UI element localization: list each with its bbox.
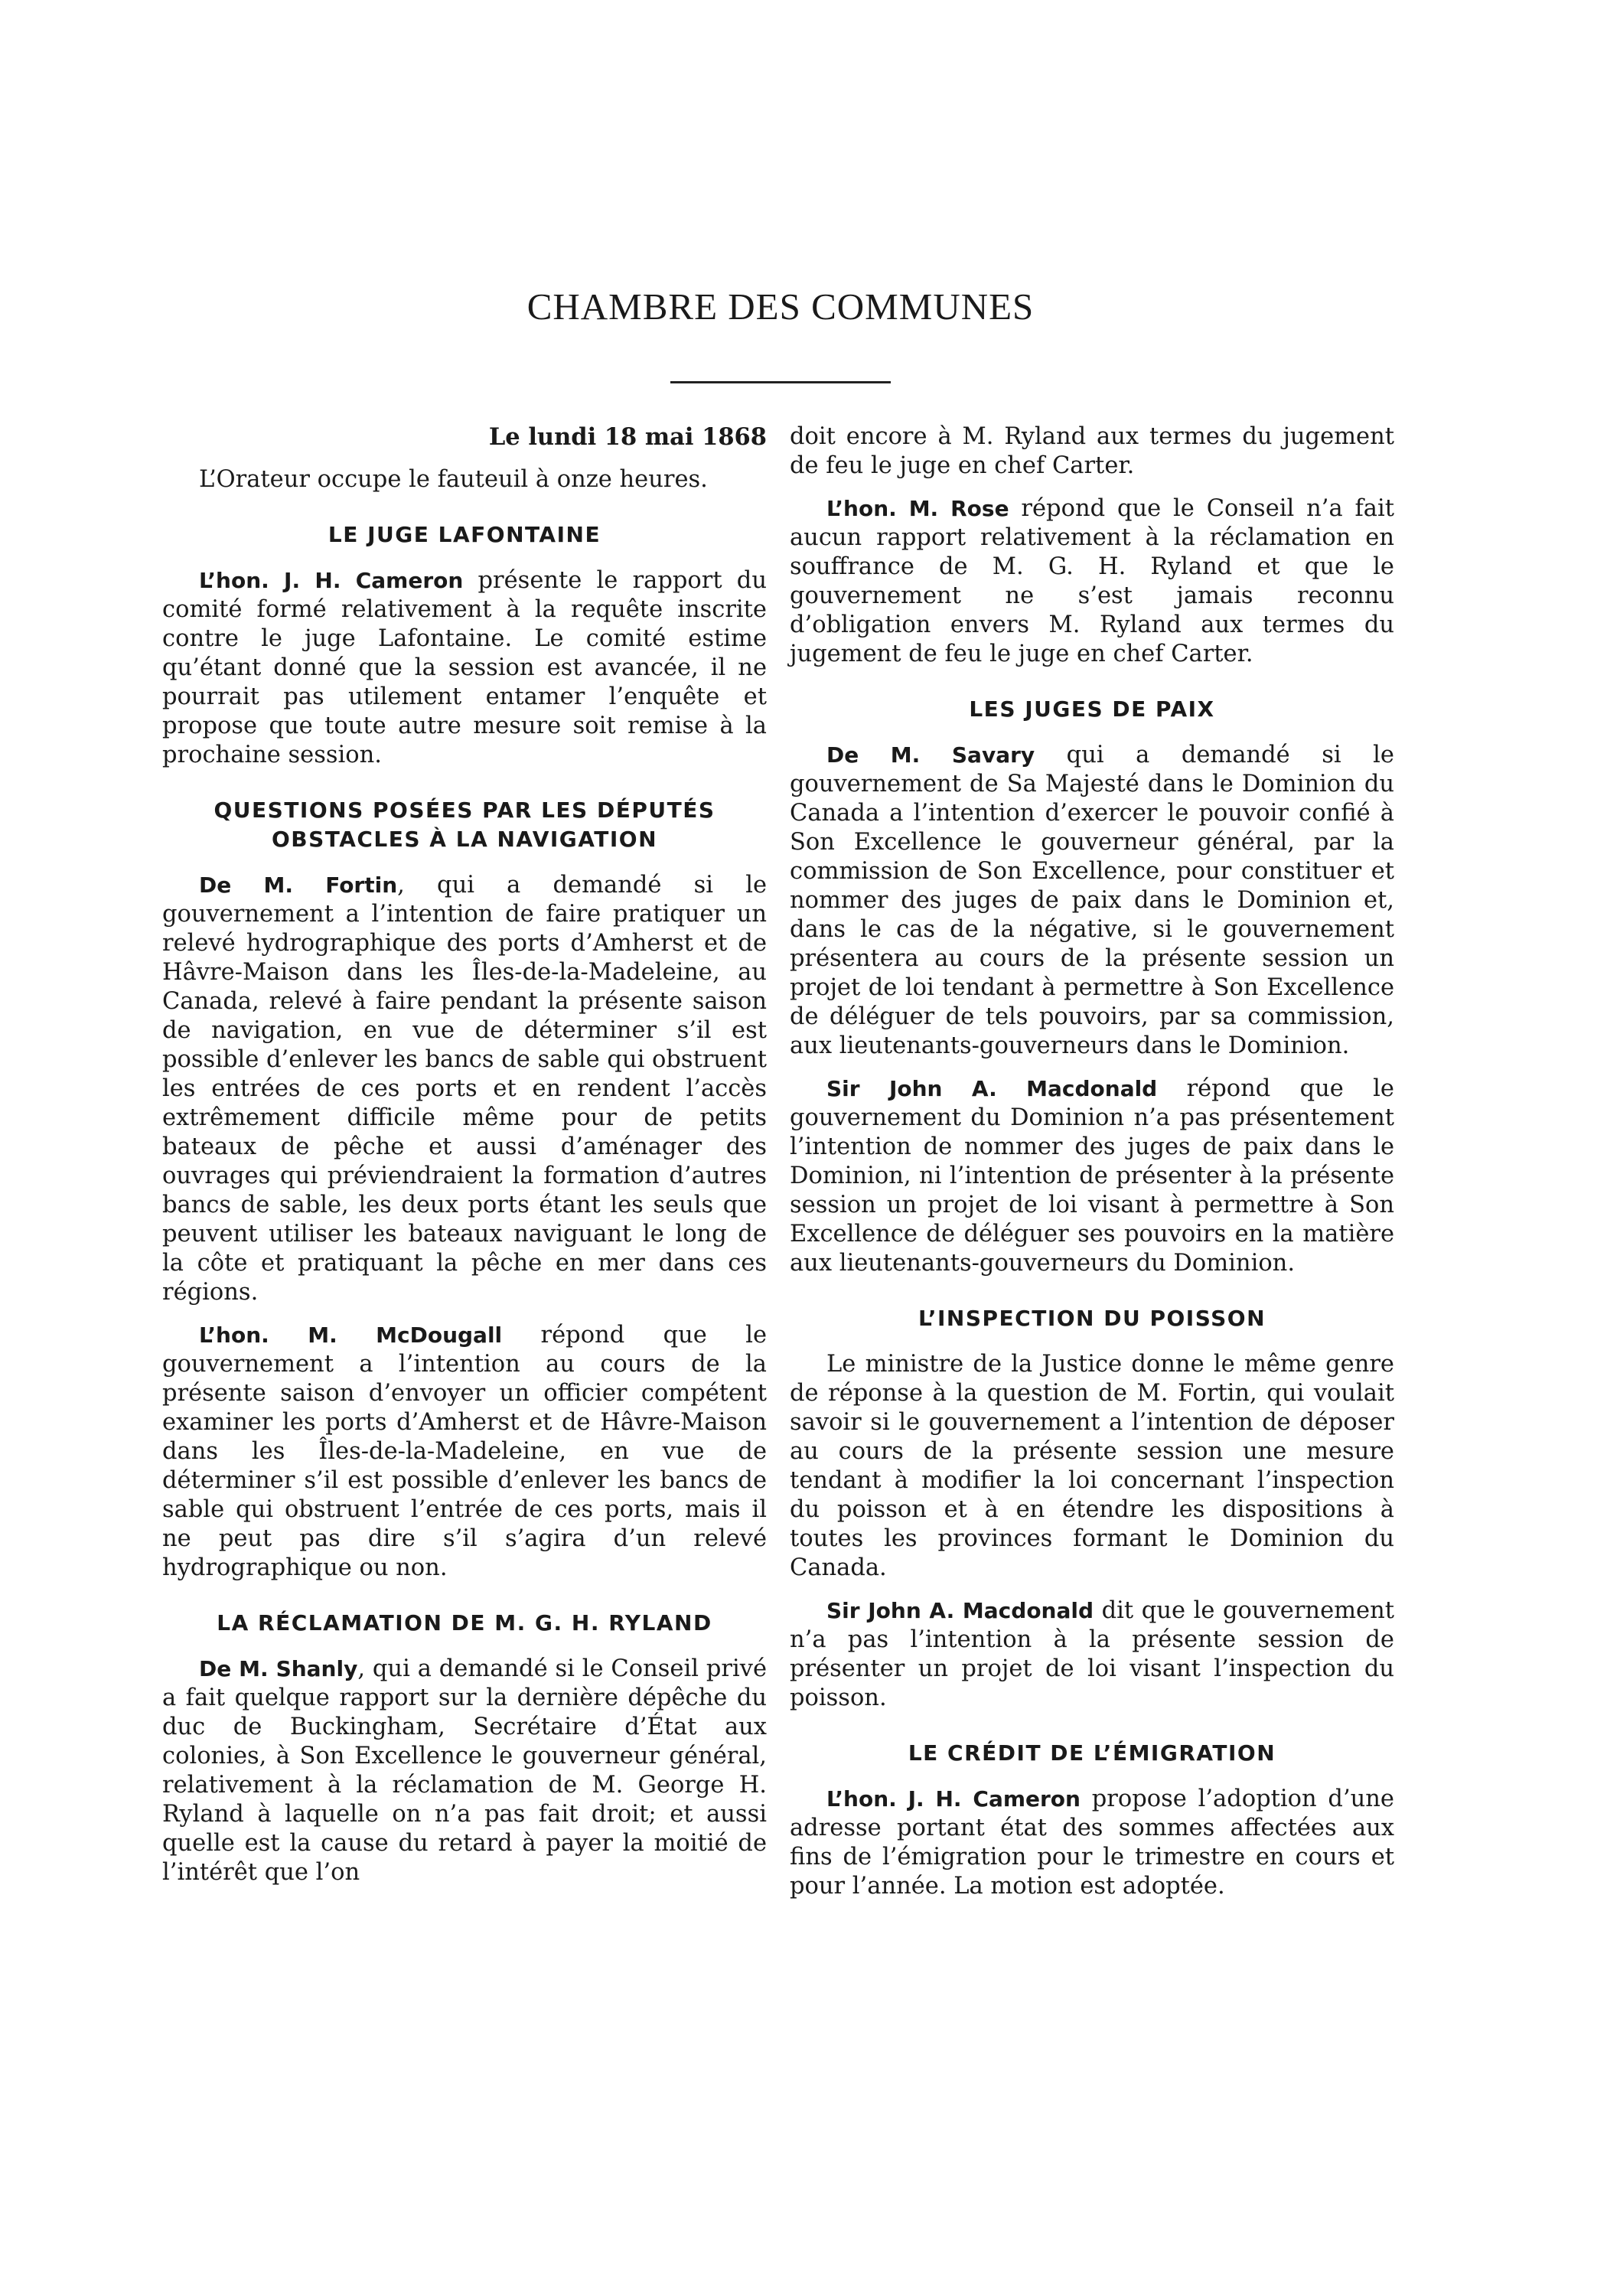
right-column bbox=[790, 422, 1394, 1915]
speaker: Sir John A. Macdonald bbox=[826, 1076, 1158, 1101]
section-heading-reclamation: LA RÉCLAMATION DE M. G. H. RYLAND bbox=[217, 1610, 712, 1636]
sitting-date: Le lundi 18 mai 1868 bbox=[488, 423, 767, 451]
section-heading-inspection-poisson: L’INSPECTION DU POISSON bbox=[918, 1306, 1266, 1331]
paragraph-text: qui a demandé si le gouvernement de Sa Majesté dans le Dominion du Canada a l’intention d’exercer le pouvoir confié à Son Excellence le gouverneur général, par la commission de Son Excellence, pour constituer et nommer des juges de paix dans le Dominion et, dans le cas de la négative, si le gouvernement présentera au cours de la présente session un projet de loi tendant à permettre à Son Excellence de déléguer de tels pouvoirs, par sa commission, aux lieutenants-gouverneurs dans le Dominion. bbox=[790, 742, 1394, 1059]
speaker: De M. Fortin bbox=[199, 872, 398, 898]
paragraph-text: , qui a demandé si le gouvernement a l’intention de faire pratiquer un relevé hydrographique des ports d’Amherst et de Hâvre-Maison dans les Îles-de-la-Madeleine, au Canada, relevé à faire pendant la présente saison de navigation, en vue de déterminer s’il est possible d’enlever les bancs de sable qui obstruent les entrées de ces ports et en rendent l’accès extrêmement difficile même pour de petits bateaux de pêche et aussi d’aménager des ouvrages qui préviendraient la formation d’autres bancs de sable, les deux ports étant les seuls que peuvent utiliser les bateaux naviguant le long de la côte et pratiquant la pêche en mer dans ces régions. bbox=[162, 872, 768, 1306]
speaker: De M. Shanly bbox=[199, 1656, 358, 1681]
paragraph-text: , qui a demandé si le Conseil privé a fait quelque rapport sur la dernière dépêche du duc de Buckingham, Secrétaire d’État aux colonies, à Son Excellence le gouverneur général, relativement à la réclamation de M. George H. Ryland à laquelle on n’a pas fait droit; et aussi quelle est la cause du retard à payer la moitié de l’intérêt que l’on bbox=[162, 1655, 767, 1886]
paragraph-text: répond que le gouvernement du Dominion n’a pas présentement l’intention de nommer des juges de paix dans le Dominion, ni l’intention de présenter à la présente session un projet de loi visant à permettre à Son Excellence de déléguer ses pouvoirs en la matière aux lieutenants-gouverneurs du Dominion. bbox=[790, 1075, 1394, 1277]
paragraph bbox=[162, 1655, 767, 1887]
left-column bbox=[162, 422, 767, 1901]
paragraph-continued: doit encore à M. Ryland aux termes du jugement de feu le juge en chef Carter. bbox=[790, 423, 1394, 479]
paragraph bbox=[790, 1596, 1394, 1713]
paragraph: Le ministre de la Justice donne le même genre de réponse à la question de M. Fortin, qui voulait savoir si le gouvernement a l’intention de déposer au cours de la présente session une mesure tendant à modifier la loi concernant l’inspection du poisson et à en étendre les dispositions à toutes les provinces formant le Dominion du Canada. bbox=[790, 1351, 1394, 1581]
paragraph bbox=[162, 566, 767, 770]
speaker: L’hon. M. McDougall bbox=[199, 1322, 503, 1348]
section-heading-juge-lafontaine: LE JUGE LAFONTAINE bbox=[328, 522, 601, 547]
paragraph-text: répond que le gouvernement a l’intention au cours de la présente saison d’envoyer un officier compétent examiner les ports d’Amherst et de Hâvre-Maison dans les Îles-de-la-Madeleine, en vue de déterminer s’il est possible d’enlever les bancs de sable qui obstruent l’entrée de ces ports, mais il ne peut pas dire s’il s’agira d’un relevé hydrographique ou non. bbox=[162, 1322, 768, 1581]
paragraph bbox=[790, 1075, 1394, 1278]
speaker: L’hon. J. H. Cameron bbox=[199, 568, 464, 593]
speaker: Sir John A. Macdonald bbox=[826, 1598, 1094, 1623]
paragraph-text: dit que le gouvernement n’a pas l’intention à la présente session de présenter un projet de loi visant l’inspection du poisson. bbox=[790, 1597, 1394, 1711]
section-heading-obstacles: OBSTACLES À LA NAVIGATION bbox=[271, 827, 658, 852]
title-divider bbox=[670, 381, 891, 383]
paragraph bbox=[162, 1321, 767, 1583]
section-heading-questions: QUESTIONS POSÉES PAR LES DÉPUTÉS bbox=[214, 797, 715, 823]
paragraph bbox=[790, 741, 1394, 1061]
paragraph-text: répond que le Conseil n’a fait aucun rapport relativement à la réclamation en souffrance de M. G. H. Ryland et que le gouvernement ne s’est jamais reconnu d’obligation envers M. Ryland aux termes du jugement de feu le juge en chef Carter. bbox=[790, 495, 1394, 667]
opening-line: L’Orateur occupe le fauteuil à onze heures. bbox=[199, 466, 708, 493]
paragraph bbox=[162, 871, 767, 1307]
speaker: L’hon. M. Rose bbox=[826, 496, 1009, 521]
paragraph bbox=[790, 1785, 1394, 1901]
paragraph-text: présente le rapport du comité formé relativement à la requête inscrite contre le juge Lafontaine. Le comité estime qu’étant donné que la session est avancée, il ne pourrait pas utilement entamer l’enquête et propose que toute autre mesure soit remise à la prochaine session. bbox=[162, 567, 767, 768]
speaker: De M. Savary bbox=[826, 742, 1035, 768]
paragraph-text: propose l’adoption d’une adresse portant état des sommes affectées aux fins de l’émigration pour le trimestre en cours et pour l’année. La motion est adoptée. bbox=[790, 1786, 1394, 1900]
section-heading-credit-emigration: LE CRÉDIT DE L’ÉMIGRATION bbox=[908, 1740, 1276, 1766]
paragraph bbox=[790, 494, 1394, 669]
section-heading-juges-de-paix: LES JUGES DE PAIX bbox=[969, 696, 1215, 722]
page-title: CHAMBRE DES COMMUNES bbox=[526, 285, 1035, 328]
speaker: L’hon. J. H. Cameron bbox=[826, 1786, 1081, 1812]
